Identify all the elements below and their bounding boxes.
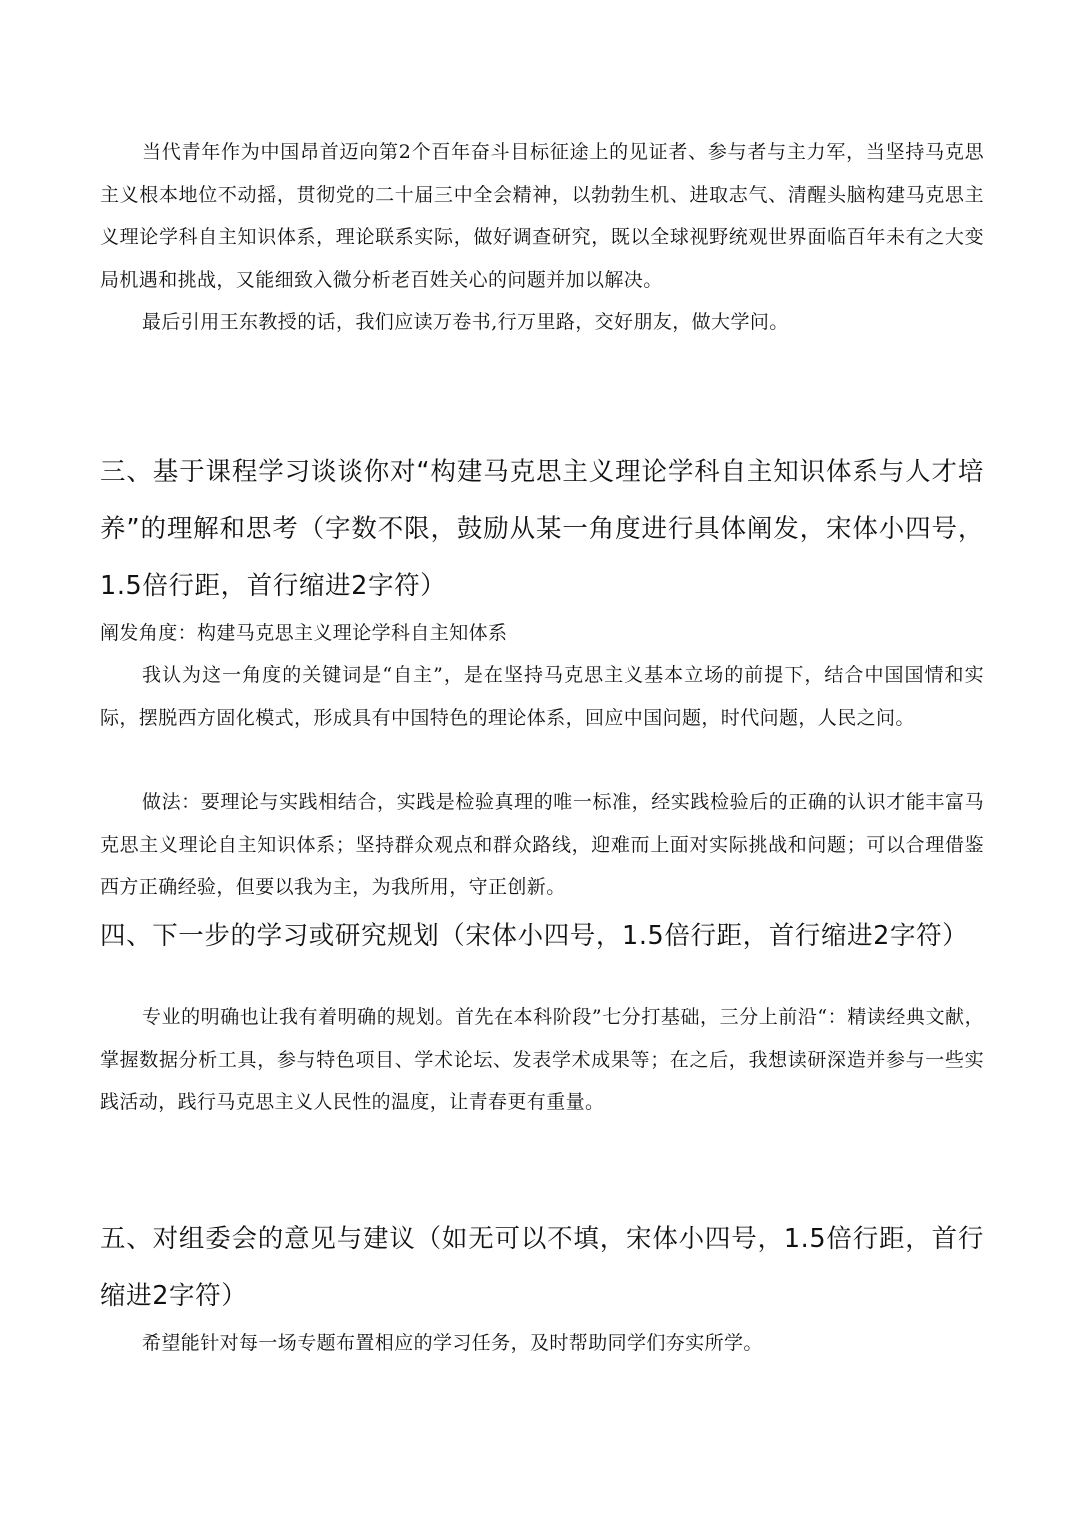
paragraph-autonomy-keyword: 我认为这一角度的关键词是“自主”，是在坚持马克思主义基本立场的前提下，结合中国国情和实际，摆脱西方固化模式，形成具有中国特色的理论体系，回应中国问题，时代问题，人民之问。 [100,664,984,729]
section-3-heading: 三、基于课程学习谈谈你对“构建马克思主义理论学科自主知识体系与人才培养”的理解和思考（字数不限，鼓励从某一角度进行具体阐发，宋体小四号，1.5倍行距，首行缩进2字符） [100,457,984,601]
section-4-heading: 四、下一步的学习或研究规划（宋体小四号，1.5倍行距，首行缩进2字符） [100,921,969,951]
section-5-heading: 五、对组委会的意见与建议（如无可以不填，宋体小四号，1.5倍行距，首行缩进2字符） [100,1224,984,1311]
paragraph-elaboration-angle: 阐发角度：构建马克思主义理论学科自主知体系 [100,622,508,644]
paragraph-study-plan: 专业的明确也让我有着明确的规划。首先在本科阶段”七分打基础，三分上前沿“：精读经典文献，掌握数据分析工具，参与特色项目、学术论坛、发表学术成果等；在之后，我想读研深造并参与一些实践活动，践行马克思主义人民性的温度，让青春更有重量。 [100,1006,984,1113]
paragraph-youth-mission: 当代青年作为中国昂首迈向第2个百年奋斗目标征途上的见证者、参与者与主力军，当坚持马克思主义根本地位不动摇，贯彻党的二十届三中全会精神，以勃勃生机、进取志气、清醒头脑构建马克思主义理论学科自主知识体系，理论联系实际，做好调查研究，既以全球视野统观世界面临百年未有之大变局机遇和挑战，又能细致入微分析老百姓关心的问题并加以解决。 [100,141,984,291]
paragraph-closing-quote: 最后引用王东教授的话，我们应读万卷书,行万里路，交好朋友，做大学问。 [142,311,789,333]
paragraph-suggestion: 希望能针对每一场专题布置相应的学习任务，及时帮助同学们夯实所学。 [142,1332,763,1354]
paragraph-approach: 做法：要理论与实践相结合，实践是检验真理的唯一标准，经实践检验后的正确的认识才能丰富马克思主义理论自主知识体系；坚持群众观点和群众路线，迎难而上面对实际挑战和问题；可以合理借鉴西方正确经验，但要以我为主，为我所用，守正创新。 [100,791,984,898]
